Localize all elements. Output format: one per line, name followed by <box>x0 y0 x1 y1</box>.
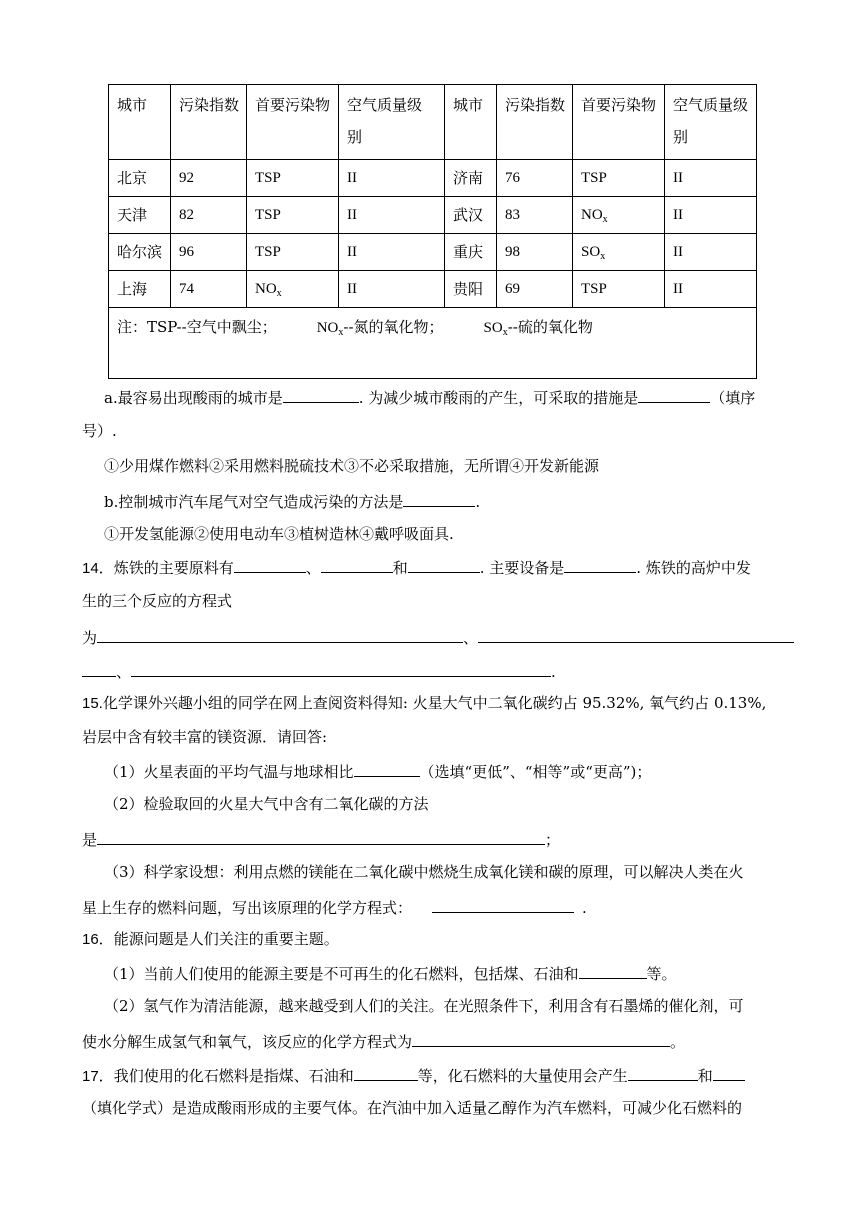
question-text: 、 <box>463 629 479 647</box>
answer-blank[interactable] <box>628 1064 698 1081</box>
question-text: 等，化石燃料的大量使用会产生 <box>417 1067 628 1085</box>
table-note-row <box>109 308 757 379</box>
question-text: 是 <box>82 831 98 849</box>
question-text: （选填“更低”、“相等”或“更高”)； <box>419 763 652 781</box>
index-cell: 96 <box>171 234 247 271</box>
question-text: 岩层中含有较丰富的镁资源．请回答: <box>82 728 328 746</box>
index-cell: 83 <box>497 197 573 234</box>
city-cell: 贵阳 <box>445 271 497 308</box>
subscript: x <box>602 214 608 225</box>
answer-blank[interactable] <box>638 386 710 403</box>
question-text: ； <box>545 831 561 849</box>
note-sox-formula: SO <box>483 320 503 336</box>
question-a-line <box>104 386 755 408</box>
pollutant-formula: NO <box>255 281 277 297</box>
subscript: x <box>600 251 606 262</box>
answer-blank[interactable] <box>408 556 480 573</box>
answer-blank[interactable] <box>97 828 545 845</box>
answer-blank[interactable] <box>403 490 475 507</box>
question-text: 和 <box>392 559 408 577</box>
answer-blank[interactable] <box>432 896 574 913</box>
city-cell: 哈尔滨 <box>109 234 171 271</box>
city-cell: 武汉 <box>445 197 497 234</box>
index-cell: 74 <box>171 271 247 308</box>
table-note <box>109 308 757 379</box>
question-17-line-2 <box>82 1098 742 1118</box>
answer-blank[interactable] <box>478 626 794 643</box>
pollutant-formula: NO <box>581 207 603 223</box>
subscript: x <box>502 327 508 338</box>
question-a-line-2 <box>82 421 117 441</box>
pollution-table <box>108 84 757 379</box>
question-text: （1）当前人们使用的能源主要是不可再生的化石燃料，包括煤、石油和 <box>104 965 579 983</box>
options-1 <box>104 456 599 476</box>
answer-blank[interactable] <box>97 626 463 643</box>
answer-blank[interactable] <box>82 660 116 677</box>
question-text: （1）火星表面的平均气温与地球相比 <box>104 763 354 781</box>
pollutant-cell: TSP <box>247 160 339 197</box>
header-text: 别 <box>673 128 689 146</box>
question-text: 能源问题是人们关注的重要主题。 <box>113 930 339 948</box>
table-row <box>109 160 757 197</box>
answer-blank[interactable] <box>131 660 551 677</box>
level-cell: II <box>665 234 757 271</box>
question-text: 化学课外兴趣小组的同学在网上查阅资料得知: 火星大气中二氧化碳约占 95.32%, 氧气约占 0.13%, <box>102 694 767 712</box>
city-cell: 北京 <box>109 160 171 197</box>
question-16-part-2 <box>104 996 744 1016</box>
pollutant-cell: TSP <box>573 160 665 197</box>
question-14-line-4 <box>82 660 556 682</box>
header-cell: 首要污染物 <box>247 85 339 160</box>
question-text: . 炼铁的高炉中发 <box>636 559 751 577</box>
answer-blank[interactable] <box>564 556 636 573</box>
question-text: 。 <box>670 1033 686 1051</box>
answer-blank[interactable] <box>321 556 393 573</box>
question-15-part-2 <box>104 794 429 814</box>
options-text: ①开发氢能源②使用电动车③植树造林④戴呼吸面具. <box>104 525 454 543</box>
question-text: 生的三个反应的方程式 <box>82 592 233 610</box>
level-cell: II <box>665 197 757 234</box>
note-nox-formula: NO <box>316 320 339 336</box>
question-text: . 主要设备是 <box>479 559 565 577</box>
question-text: b.控制城市汽车尾气对空气造成污染的方法是 <box>104 493 404 511</box>
question-text: （2）氢气作为清洁能源，越来越受到人们的关注。在光照条件下，利用含有石墨烯的催化剂，可 <box>104 997 744 1015</box>
question-text: . <box>475 493 481 511</box>
index-cell: 98 <box>497 234 573 271</box>
question-text: 为 <box>82 629 98 647</box>
header-cell: 城市 <box>109 85 171 160</box>
level-cell: II <box>339 197 445 234</box>
question-16-part-2-line-2 <box>82 1030 685 1052</box>
question-text: 和 <box>697 1067 713 1085</box>
answer-blank[interactable] <box>234 556 306 573</box>
answer-blank[interactable] <box>713 1064 745 1081</box>
level-cell: II <box>665 271 757 308</box>
question-15-line-2 <box>82 727 327 747</box>
question-text: 星上生存的燃料问题，写出该原理的化学方程式： <box>82 899 413 917</box>
city-cell: 重庆 <box>445 234 497 271</box>
question-text: 使水分解生成氢气和氧气，该反应的化学方程式为 <box>82 1033 413 1051</box>
note-tsp: 注：TSP--空气中飘尘； <box>117 318 277 336</box>
question-text: 我们使用的化石燃料是指煤、石油和 <box>113 1067 354 1085</box>
question-text: 炼铁的主要原料有 <box>113 559 234 577</box>
question-15-line-1 <box>82 693 766 714</box>
question-b-line <box>104 490 480 512</box>
question-text: 等。 <box>646 965 677 983</box>
question-16-part-1 <box>104 962 677 984</box>
question-number: 14． <box>82 560 114 577</box>
question-text: （填化学式）是造成酸雨形成的主要气体。在汽油中加入适量乙醇作为汽车燃料，可减少化石燃料的 <box>82 1099 743 1117</box>
index-cell: 82 <box>171 197 247 234</box>
note-nox-text: --氮的氧化物； <box>343 318 444 336</box>
index-cell: 92 <box>171 160 247 197</box>
question-number: 15. <box>82 695 103 712</box>
pollutant-formula: SO <box>581 244 601 260</box>
options-text: ①少用煤作燃料②采用燃料脱硫技术③不必采取措施，无所谓④开发新能源 <box>104 457 600 475</box>
question-text: . <box>551 663 556 681</box>
question-15-part-2-answer <box>82 828 560 850</box>
question-14-line-3 <box>82 626 794 648</box>
city-cell: 上海 <box>109 271 171 308</box>
header-text: 空气质量级 <box>673 96 749 114</box>
question-number: 16． <box>82 931 114 948</box>
table-row <box>109 234 757 271</box>
question-15-part-3 <box>104 862 744 882</box>
question-text: （3）科学家设想：利用点燃的镁能在二氧化碳中燃烧生成氧化镁和碳的原理，可以解决人类在火 <box>104 863 744 881</box>
question-15-part-1 <box>104 760 651 782</box>
header-text: 别 <box>347 128 363 146</box>
table-row <box>109 271 757 308</box>
city-cell: 济南 <box>445 160 497 197</box>
subscript: x <box>338 327 344 338</box>
header-cell <box>665 85 757 160</box>
index-cell: 76 <box>497 160 573 197</box>
city-cell: 天津 <box>109 197 171 234</box>
pollutant-cell <box>247 271 339 308</box>
table-row <box>109 197 757 234</box>
question-text: . 为减少城市酸雨的产生，可采取的措施是 <box>358 389 639 407</box>
header-cell: 污染指数 <box>171 85 247 160</box>
level-cell: II <box>665 160 757 197</box>
question-number: 17． <box>82 1068 114 1085</box>
level-cell: II <box>339 234 445 271</box>
table-header-row <box>109 85 757 160</box>
pollutant-cell <box>573 197 665 234</box>
pollutant-cell: TSP <box>247 197 339 234</box>
note-sox-text: --硫的氧化物 <box>507 318 593 336</box>
question-14-line-2 <box>82 591 232 611</box>
answer-blank[interactable] <box>283 386 359 403</box>
header-cell: 污染指数 <box>497 85 573 160</box>
question-text: 、 <box>305 559 321 577</box>
pollutant-cell <box>573 234 665 271</box>
index-cell: 69 <box>497 271 573 308</box>
header-cell: 首要污染物 <box>573 85 665 160</box>
pollutant-cell: TSP <box>573 271 665 308</box>
header-cell: 城市 <box>445 85 497 160</box>
question-text: （2）检验取回的火星大气中含有二氧化碳的方法 <box>104 795 429 813</box>
level-cell: II <box>339 271 445 308</box>
pollutant-cell: TSP <box>247 234 339 271</box>
answer-blank[interactable] <box>354 760 420 777</box>
question-text: （填序 <box>710 389 756 407</box>
question-16-line-1 <box>82 929 339 950</box>
question-17-line-1 <box>82 1064 745 1087</box>
header-text: 空气质量级 <box>347 96 423 114</box>
header-cell <box>339 85 445 160</box>
question-text: . <box>582 899 587 917</box>
question-text: 号）. <box>82 422 117 440</box>
answer-blank[interactable] <box>354 1064 418 1081</box>
question-14-line-1 <box>82 556 751 579</box>
options-2 <box>104 524 454 544</box>
answer-blank[interactable] <box>579 962 647 979</box>
subscript: x <box>276 288 282 299</box>
level-cell: II <box>339 160 445 197</box>
answer-blank[interactable] <box>412 1030 670 1047</box>
question-15-part-3-line-2 <box>82 896 587 918</box>
question-text: 、 <box>116 663 132 681</box>
question-text: a.最容易出现酸雨的城市是 <box>104 389 283 407</box>
